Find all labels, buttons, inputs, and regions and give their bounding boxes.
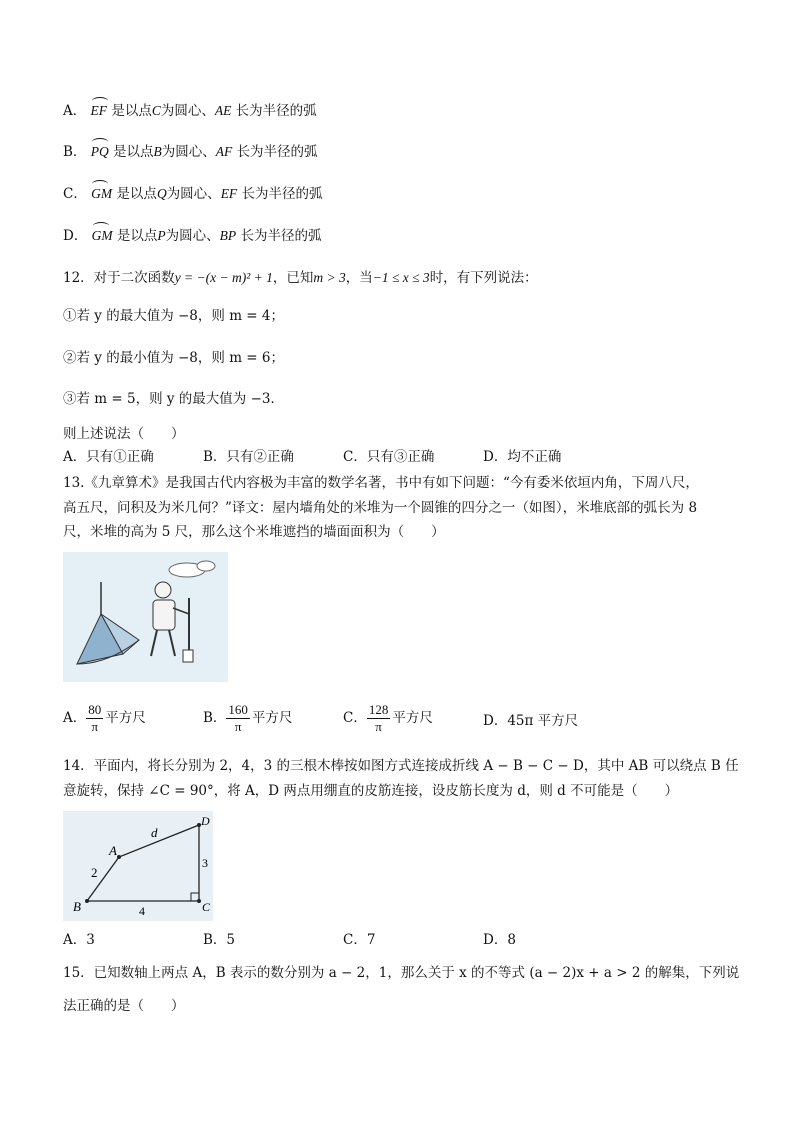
arc-ef: EF <box>91 101 108 121</box>
label-cd-length: 3 <box>202 856 208 870</box>
label-ab-length: 2 <box>91 865 98 880</box>
fraction-80-pi: $\frac{80}{\pi}$ <box>88 702 102 734</box>
q13-option-d: D．45π 平方尺 <box>483 713 579 729</box>
arc-gm: GM <box>91 184 112 204</box>
q15-line-2: 法正确的是（ ） <box>63 998 185 1014</box>
q13-option-c: C． $\frac{128}{\pi}$ 平方尺 <box>343 702 433 734</box>
q13-line-2: 高五尺，问积及为米几何？”译文：屋内墙角处的米堆为一个圆锥的四分之一（如图），米堆底部的弧长为 8 <box>63 500 698 516</box>
q15-line-1: 15．已知数轴上两点 A，B 表示的数分别为 a − 2，1，那么关于 x 的不等式 (a − 2)x + a > 2 的解集，下列说 <box>63 965 740 981</box>
q12-statement-2: ②若 y 的最小值为 −8，则 m = 6； <box>63 350 284 366</box>
q13-option-a: A． $\frac{80}{\pi}$ 平方尺 <box>63 702 146 734</box>
q11-option-a: A． EF 是以点C为圆心、AE 长为半径的弧 <box>63 103 317 119</box>
q11-option-b: B． PQ 是以点B为圆心、AF 长为半径的弧 <box>63 144 318 160</box>
label-b: B <box>73 899 81 914</box>
arc-gm-2: GM <box>92 226 113 246</box>
q12-statement-3: ③若 m = 5，则 y 的最大值为 −3． <box>63 391 284 407</box>
fraction-160-pi: $\frac{160}{\pi}$ <box>228 702 248 734</box>
label-c: C <box>202 900 211 914</box>
label-a: A <box>109 843 117 858</box>
q13-option-b: B． $\frac{160}{\pi}$ 平方尺 <box>203 702 293 734</box>
fraction-128-pi: $\frac{128}{\pi}$ <box>368 702 389 734</box>
q12-option-a: A．只有①正确 <box>63 449 154 465</box>
q14-option-c: C．7 <box>343 932 376 948</box>
q12-option-b: B．只有②正确 <box>203 449 294 465</box>
q12-option-c: C．只有③正确 <box>343 449 435 465</box>
q11-option-d: D． GM 是以点P为圆心、BP 长为半径的弧 <box>63 228 322 244</box>
label-d-length: d <box>151 825 158 840</box>
q13-line-3: 尺，米堆的高为 5 尺，那么这个米堆遮挡的墙面面积为（ ） <box>63 524 445 540</box>
q11-option-c: C． GM 是以点Q为圆心、EF 长为半径的弧 <box>63 186 323 202</box>
rice-pile-figure <box>63 552 228 682</box>
q14-line-1: 14．平面内，将长分别为 2，4，3 的三根木棒按如图方式连接成折线 A − B − C − D，其中 AB 可以绕点 B 任 <box>63 758 739 774</box>
q14-line-2: 意旋转，保持 ∠C = 90°，将 A，D 两点用绷直的皮筋连接，设皮筋长度为 d，则 d 不可能是（ ） <box>63 783 679 799</box>
q12-option-d: D．均不正确 <box>483 449 562 465</box>
q13-line-1: 13.《九章算术》是我国古代内容极为丰富的数学名著，书中有如下问题：“今有委米依垣内角，下周八尺， <box>63 475 699 491</box>
label-bc-length: 4 <box>139 904 145 918</box>
q14-option-d: D．8 <box>483 932 516 948</box>
q12-statement-1: ①若 y 的最大值为 −8，则 m = 4； <box>63 308 284 324</box>
q14-option-b: B．5 <box>203 932 236 948</box>
polyline-figure <box>63 811 213 921</box>
q14-option-a: A．3 <box>63 932 95 948</box>
label-d: D <box>201 814 210 828</box>
q12-stem: 12．对于二次函数y = −(x − m)² + 1，已知m > 3，当−1 ≤ x ≤ 3时，有下列说法： <box>63 270 538 286</box>
q12-ask: 则上述说法（ ） <box>63 426 185 442</box>
arc-pq: PQ <box>91 142 109 162</box>
